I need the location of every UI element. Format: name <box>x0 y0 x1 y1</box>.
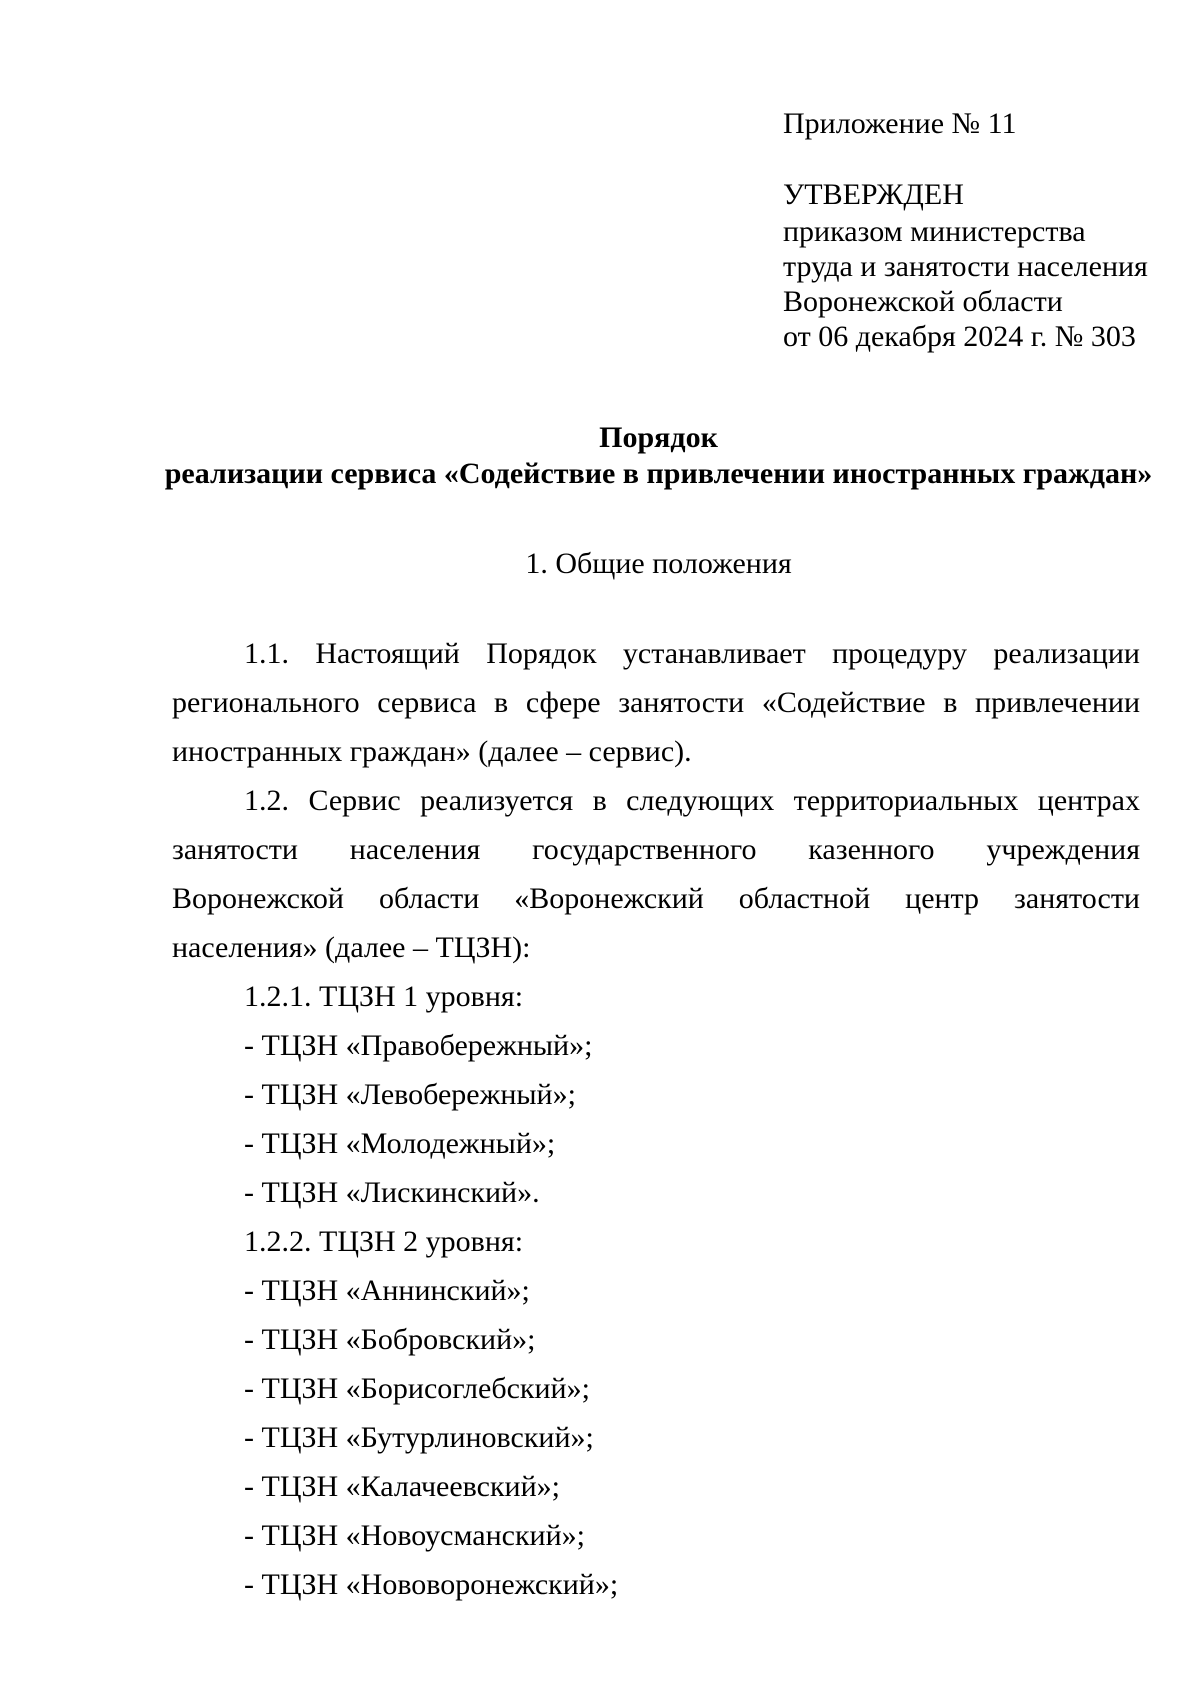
list-item: - ТЦЗН «Бобровский»; <box>244 1323 536 1356</box>
list-item: - ТЦЗН «Борисоглебский»; <box>244 1372 590 1405</box>
paragraph-1-1: 1.1. Настоящий Порядок устанавливает процедуру реализации регионального сервиса в сфере занятости «Содействие в привлечении иностранных граждан» (далее – сервис). <box>172 637 1140 768</box>
approval-line: приказом министерства <box>783 215 1086 248</box>
document-title <box>0 420 1200 492</box>
list-item: - ТЦЗН «Калачеевский»; <box>244 1470 560 1503</box>
appendix-number: Приложение № 11 <box>783 107 1017 140</box>
title-line-1: Порядок <box>599 421 718 454</box>
approval-line: труда и занятости населения <box>783 250 1148 283</box>
approval-date-line: от 06 декабря 2024 г. № 303 <box>783 320 1136 353</box>
section-heading: 1. Общие положения <box>525 547 792 580</box>
level1-heading: 1.2.1. ТЦЗН 1 уровня: <box>244 980 524 1013</box>
paragraph-1-2: 1.2. Сервис реализуется в следующих территориальных центрах занятости населения государственного казенного учреждения Воронежской области «Воронежский областной центр занятости населения» (далее – ТЦЗН): <box>172 784 1140 964</box>
list-item: - ТЦЗН «Бутурлиновский»; <box>244 1421 594 1454</box>
approval-line: Воронежской области <box>783 285 1063 318</box>
list-item: - ТЦЗН «Правобережный»; <box>244 1029 593 1062</box>
document-body <box>172 629 1140 1609</box>
title-line-2: реализации сервиса «Содействие в привлечении иностранных граждан» <box>164 457 1153 490</box>
level2-heading: 1.2.2. ТЦЗН 2 уровня: <box>244 1225 524 1258</box>
list-item: - ТЦЗН «Новоусманский»; <box>244 1519 585 1552</box>
list-item: - ТЦЗН «Молодежный»; <box>244 1127 556 1160</box>
list-item: - ТЦЗН «Левобережный»; <box>244 1078 576 1111</box>
list-item: - ТЦЗН «Лискинский». <box>244 1176 540 1209</box>
approved-label: УТВЕРЖДЕН <box>783 178 964 211</box>
list-item: - ТЦЗН «Нововоронежский»; <box>244 1568 619 1601</box>
list-item: - ТЦЗН «Аннинский»; <box>244 1274 530 1307</box>
approval-block <box>783 104 1183 354</box>
